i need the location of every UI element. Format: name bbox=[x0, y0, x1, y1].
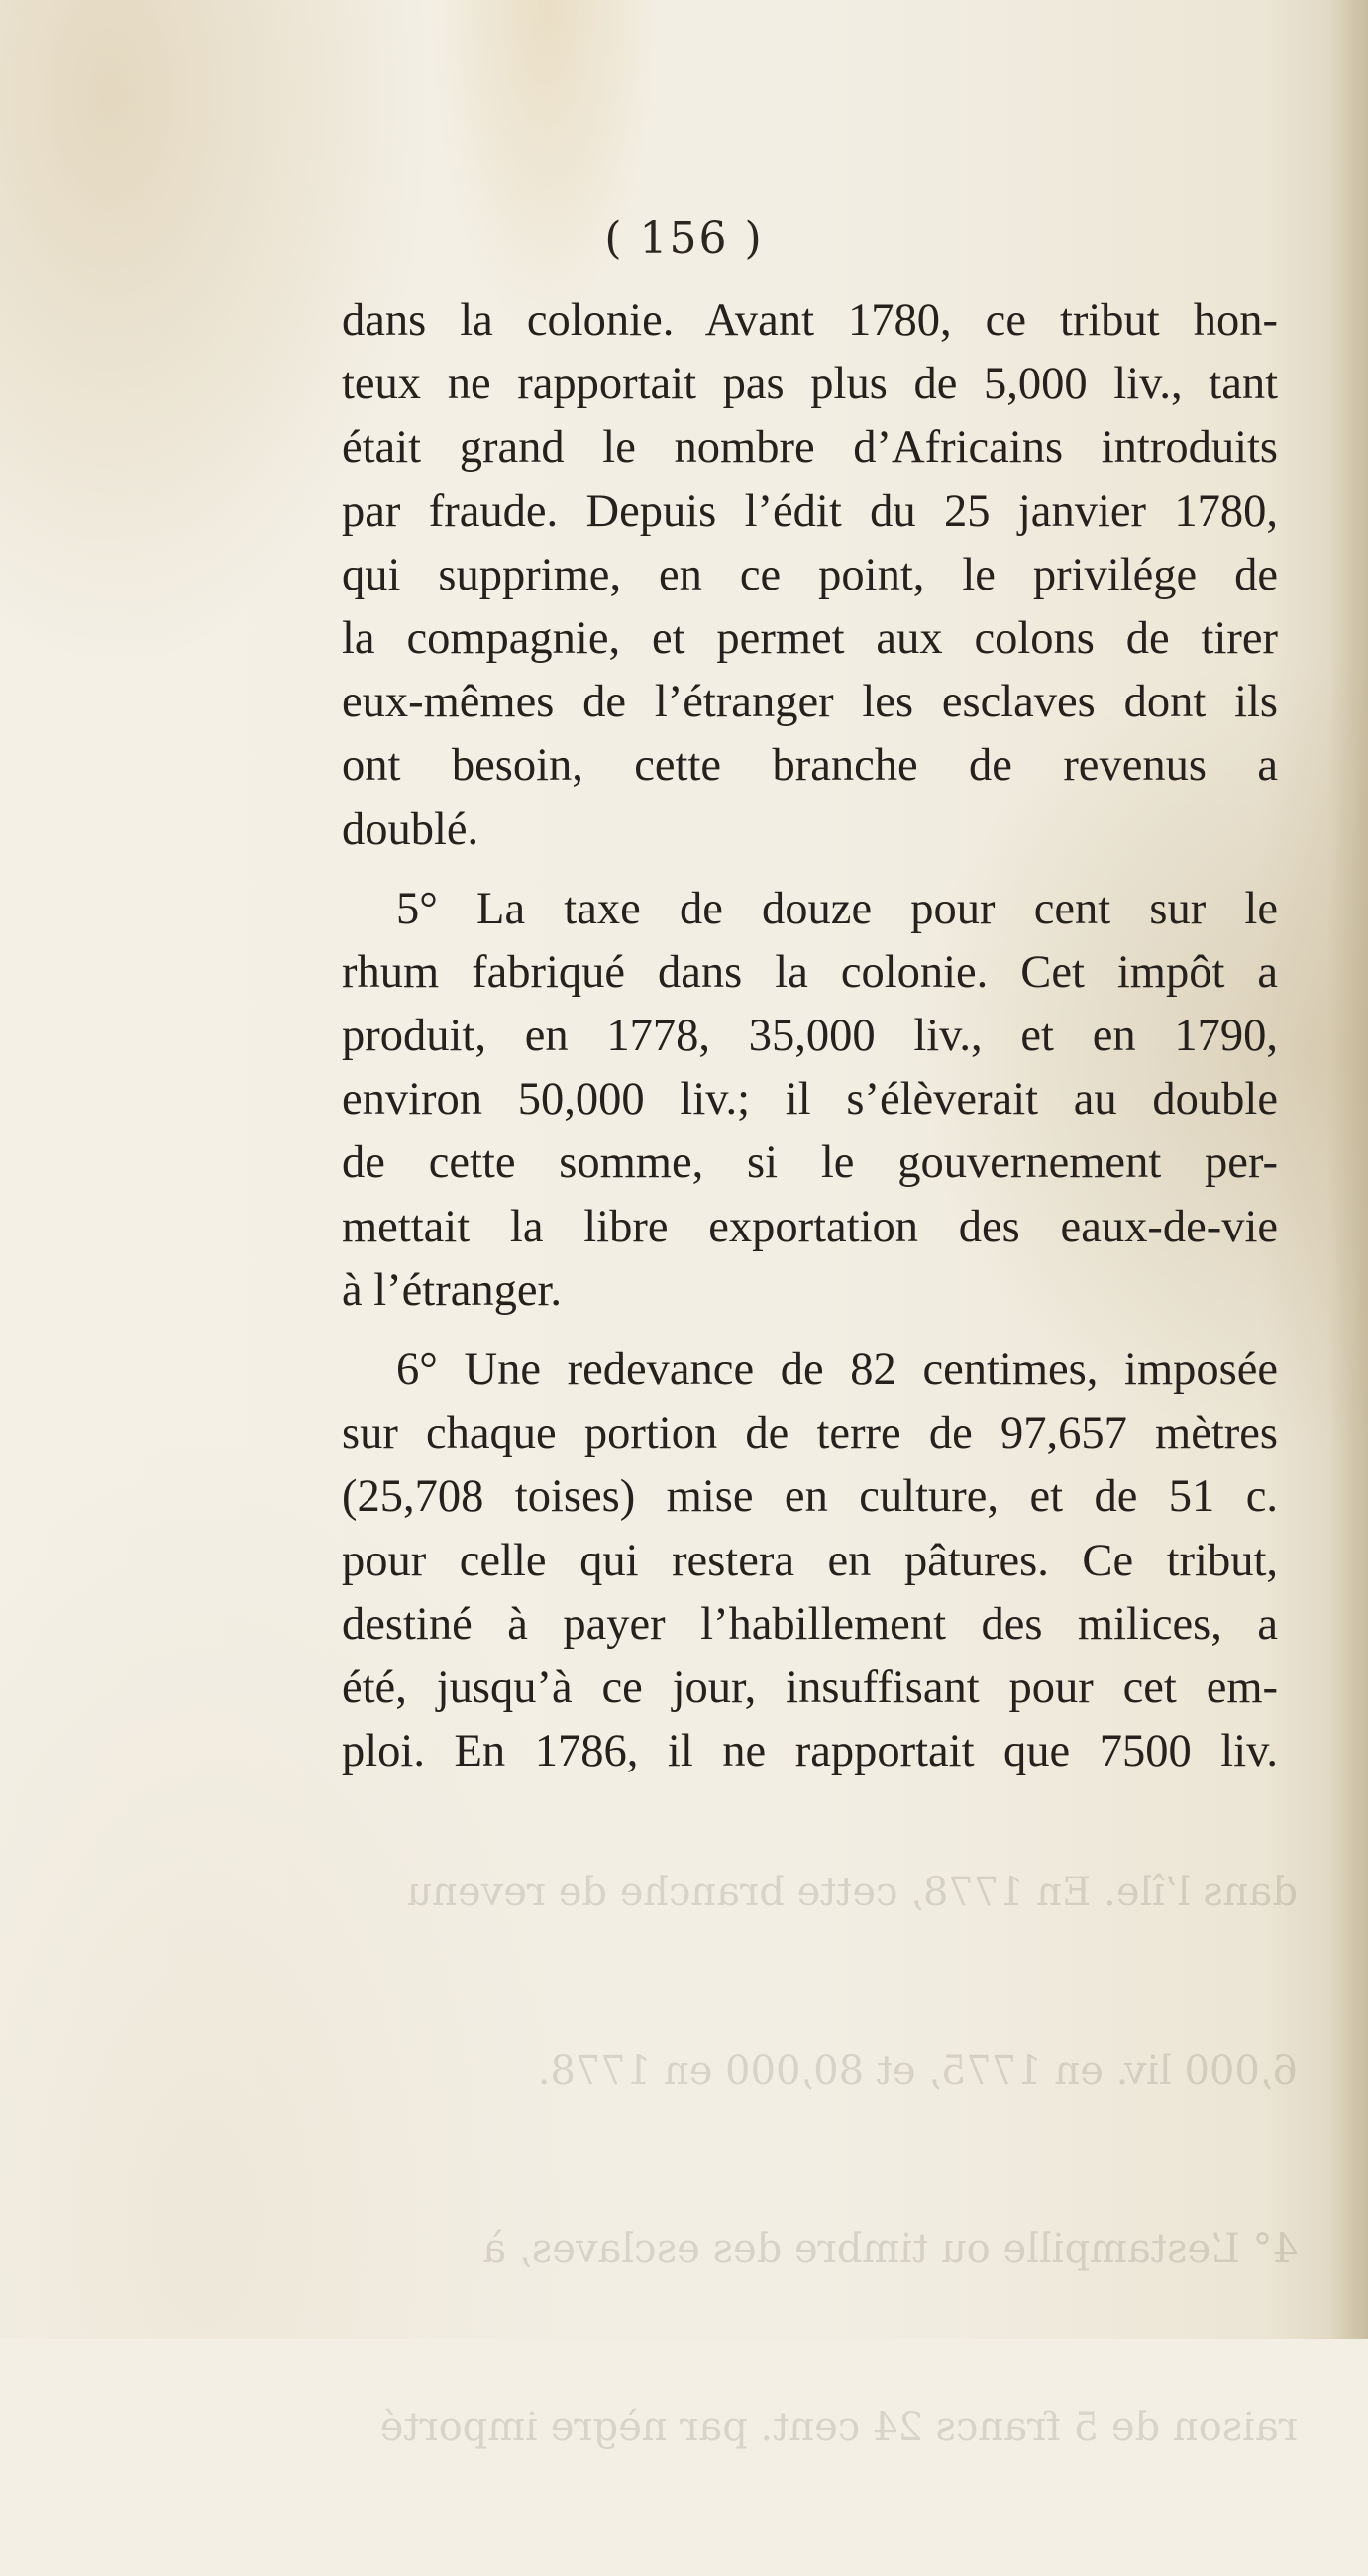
text-line: la compagnie, et permet aux colons de tirer bbox=[342, 612, 1278, 664]
text-line: 5° La taxe de douze pour cent sur le bbox=[396, 883, 1278, 934]
text-line: produit, en 1778, 35,000 liv., et en 1790, bbox=[342, 1011, 1278, 1062]
paragraph-3 bbox=[342, 1339, 1278, 1783]
text-line: (25,708 toises) mise en culture, et de 51 c. bbox=[342, 1471, 1278, 1523]
text-line: qui supprime, en ce point, le privilége de bbox=[342, 549, 1278, 600]
text-line: pour celle qui restera en pâtures. Ce tribut, bbox=[342, 1535, 1278, 1586]
text-line: 6° Une redevance de 82 centimes, imposée bbox=[396, 1344, 1278, 1395]
show-through-bleed: dans l’île. En 1778, cette branche de revenu 6,000 liv. en 1775, et 80,000 en 1778. 4° L’estampille ou timbre des esclaves, à raison de 5 francs 24 cent. par nègre importé bbox=[379, 1870, 1298, 2450]
text-line: dans la colonie. Avant 1780, ce tribut hon- bbox=[342, 295, 1278, 346]
text-line: été, jusqu’à ce jour, insuffisant pour cet em- bbox=[342, 1662, 1278, 1713]
page-number: ( 156 ) bbox=[604, 213, 764, 264]
page-edge-shadow bbox=[1328, 0, 1368, 2339]
text-line: environ 50,000 liv.; il s’élèverait au double bbox=[342, 1074, 1278, 1126]
text-line: teux ne rapportait pas plus de 5,000 liv., tant bbox=[342, 359, 1278, 410]
text-line: eux-mêmes de l’étranger les esclaves dont ils bbox=[342, 677, 1278, 728]
text-line: sur chaque portion de terre de 97,657 mètres bbox=[342, 1408, 1278, 1459]
text-line: mettait la libre exportation des eaux-de-vie bbox=[342, 1201, 1278, 1252]
text-line: destiné à payer l’habillement des milices, a bbox=[342, 1598, 1278, 1650]
text-line: rhum fabriqué dans la colonie. Cet impôt a bbox=[342, 946, 1278, 998]
paragraph-2 bbox=[342, 878, 1278, 1323]
paragraph-1 bbox=[342, 289, 1278, 862]
body-text bbox=[342, 289, 1278, 1783]
text-line: ont besoin, cette branche de revenus a bbox=[342, 740, 1278, 792]
text-line: ploi. En 1786, il ne rapportait que 7500 liv. bbox=[342, 1726, 1278, 1777]
text-line: était grand le nombre d’Africains introduits bbox=[342, 422, 1278, 474]
text-line: doublé. bbox=[342, 804, 479, 855]
text-line: de cette somme, si le gouvernement per- bbox=[342, 1137, 1278, 1189]
text-line: par fraude. Depuis l’édit du 25 janvier 1780, bbox=[342, 485, 1278, 537]
text-line: à l’étranger. bbox=[342, 1264, 563, 1316]
